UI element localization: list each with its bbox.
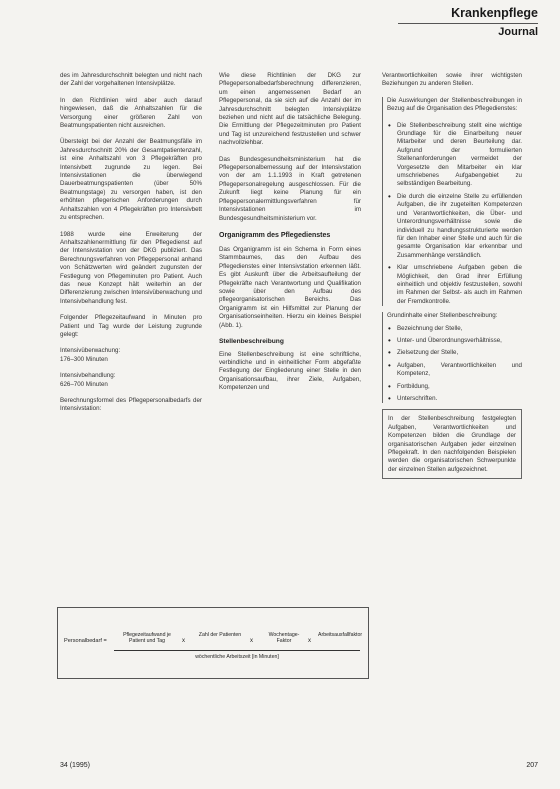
paragraph: Folgender Pflegezeitaufwand in Minuten pro Patient und Tag wurde der Leistung zugrunde gelegt: <box>60 314 202 338</box>
paragraph: Die Auswirkungen der Stellenbeschreibungen in Bezug auf die Organisation des Pflegedienstes: <box>387 96 522 113</box>
value-intensive-treatment: 626–700 Minuten <box>60 380 108 388</box>
list-item: • Die Stellenbeschreibung stellt eine wichtige Grundlage für die Einarbeitung neuer Mitarbeiter und deren Beurteilung dar. Aufgrund der formulierten Stellenanforderungen vermeidet der Vorgesetzte den Mitarbeiter ein klar umschriebenes Aufgabengebiet zu selbständigen Bearbeitung. <box>387 122 522 189</box>
list-item: • Aufgaben, Verantwortlichkeiten und Kompetenz, <box>387 362 522 379</box>
fraction-line <box>114 650 360 651</box>
journal-title: Krankenpflege <box>451 6 538 20</box>
column-1 <box>60 72 202 422</box>
paragraph: Das Organigramm ist ein Schema in Form eines Stammbaumes, das den Aufbau des Pflegedienstes einer Intensivstation erkennen läßt. Es gibt Auskunft über die Arbeitsaufteilung der Pflegekräfte nach Verantwortung und Qualifikation sowie über den Aufbau des pflegeorganisatorischen Bereichs. Das Organigramm ist ein Hilfsmittel zur Planung der Organisationseinheiten. Hierzu ein kleines Beispiel (Abb. 1). <box>219 245 361 329</box>
list-item: • Klar umschriebene Aufgaben geben die Möglichkeit, den Grad ihrer Erfüllung einheitlich und objektiv festzustellen, sowohl im Rahmen der Selbst- als auch im Rahmen der Fremdkontrolle. <box>387 264 522 306</box>
paragraph: Wie diese Richtlinien der DKG zur Pflegepersonalbedarfsberechnung differenzieren, um einen angemessenen Bedarf an Pflegepersonal, da sie sich auf die Anzahl der im Jahresdurchschnitt belegten Intensivplätze beziehen und nicht auf die tatsächliche Belegung. Die Ermittlung der Pflegezeitminuten pro Patient und Tag ist unzureichend festzustellen und schwer nachvollziehbar. <box>219 72 361 147</box>
formula-term-patienten: Zahl der Patienten <box>198 632 242 638</box>
section-heading-organigramm: Organigramm des Pflegedienstes <box>219 231 331 239</box>
formula-lhs: Personalbedarf = <box>64 638 107 644</box>
formula-denominator: wöchentliche Arbeitszeit [in Minuten] <box>195 654 279 660</box>
paragraph: 1988 wurde eine Erweiterung der Anhaltszahlenermittlung für den Pflegedienst auf der Intensivstation von der DKG publiziert. Das Berechnungsverfahren von Pflegepersonal anhand von Schätzwerten wird geändert zugunsten der Festlegung von Pflegeminuten pro Patient. Auch das neue Konzept hält weiterhin an der Differenzierung zwischen Intensivüberwachung und Intensivbehandlung fest. <box>60 230 202 305</box>
page-number: 207 <box>526 762 538 769</box>
paragraph: In den Richtlinien wird aber auch darauf hingewiesen, daß die Anhaltszahlen für die Versorgung einer größeren Zahl von Beatmungspatienten nicht ausreichen. <box>60 96 202 130</box>
formula-term-arbeitsausfall: Arbeitsausfallfaktor <box>318 632 363 638</box>
label-intensive-treatment: Intensivbehandlung: <box>60 372 116 380</box>
paragraph: In der Stellenbeschreibung festgelegten Aufgaben, Verantwortlichkeiten und Kompetenzen bilden die Grundlage der organisatorischen Aufgaben jeder einzelnen Pflegekraft. In den nachfolgenden Beispielen werden die organisatorischen Schwerpunkte der einzelnen Stellen aufgezeichnet. <box>388 415 516 473</box>
list-item: • Zielsetzung der Stelle, <box>387 349 522 357</box>
paragraph: des im Jahresdurchschnitt belegten und nicht nach der Zahl der vorgehaltenen Intensivplätze. <box>60 72 202 88</box>
list-item: • Unterschriften. <box>387 395 522 403</box>
paragraph <box>60 372 202 389</box>
paragraph: Eine Stellenbeschreibung ist eine schriftliche, verbindliche und in einheitlicher Form abgefaßte Festlegung der Eingliederung einer Stelle in den Organisationsaufbau, ihrer Ziele, Aufgaben, Kompetenzen und <box>219 350 361 392</box>
formula-box <box>57 607 369 679</box>
footer-issue: 34 (1995) <box>60 762 90 769</box>
page-header <box>398 6 538 39</box>
paragraph: Berechnungsformel des Pflegepersonalbedarfs der Intensivstation: <box>60 397 202 413</box>
paragraph <box>60 347 202 364</box>
boxed-section <box>382 312 522 403</box>
paragraph: Das Bundesgesundheitsministerium hat die Pflegepersonalbemessung auf der Intensivstation von der am 1.1.1993 in Kraft getretenen Pflegepersonalregelung ausgeschlossen. Für die Zukunft liegt keine Planung für ein Pflegepersonalermittlungsverfahren für Intensivstationen im Bundesgesundheitsministerium vor. <box>219 155 361 222</box>
bullet-list <box>387 122 522 307</box>
header-rule <box>398 23 538 24</box>
paragraph: Grundinhalte einer Stellenbeschreibung: <box>387 312 498 320</box>
boxed-section <box>382 97 522 306</box>
section-heading-stellenbeschreibung: Stellenbeschreibung <box>219 337 284 345</box>
formula-term-pflegezeitaufwand: Pflegezeitaufwand je Patient und Tag <box>123 632 171 645</box>
list-item: • Bezeichnung der Stelle, <box>387 325 522 333</box>
formula-term-wochentage: Wochentage-Faktor <box>268 632 300 645</box>
list-item: • Die durch die einzelne Stelle zu erfüllenden Aufgaben, die ihr zugeteilten Kompetenzen und Verantwortlichkeiten, die Über- und Unterordnungsverhältnisse sowie die individuell zu handlungsstrukturierte werden für den Inhaber einer Stelle und auch für die gesamte Organisation klar erkennbar und Zusammenhänge verständlich. <box>387 193 522 260</box>
formula-times: x <box>250 638 253 644</box>
label-intensive-monitoring: Intensivüberwachung: <box>60 347 121 355</box>
journal-subtitle: Journal <box>498 26 538 38</box>
paragraph: Übersteigt bei der Anzahl der Beatmungsfälle im Jahresdurchschnitt 20% der Gesamtpatientenzahl, ist eine Anhaltszahl von 3 Pflegekräften pro Intensivbett zugrunde zu legen. Bei Intensivstationen die überwiegend Dauerbeatmungspatienten (über 50% Beatmungstage) zu versorgen haben, ist den erhöhten pflegerischen Anforderungen durch Anhaltszahlen von 4 Pflegekräften pro Intensivbett zu entsprechen. <box>60 138 202 222</box>
column-2 <box>219 72 361 401</box>
value-intensive-monitoring: 176–300 Minuten <box>60 355 108 363</box>
paragraph: Verantwortlichkeiten sowie ihrer wichtigsten Beziehungen zu anderen Stellen. <box>382 72 522 88</box>
formula-times: x <box>308 638 311 644</box>
boxed-section <box>382 409 522 479</box>
column-3 <box>382 72 522 479</box>
list-item: • Unter- und Überordnungsverhältnisse, <box>387 337 522 345</box>
bullet-list <box>387 325 522 404</box>
list-item: • Fortbildung, <box>387 383 522 391</box>
formula-times: x <box>182 638 185 644</box>
